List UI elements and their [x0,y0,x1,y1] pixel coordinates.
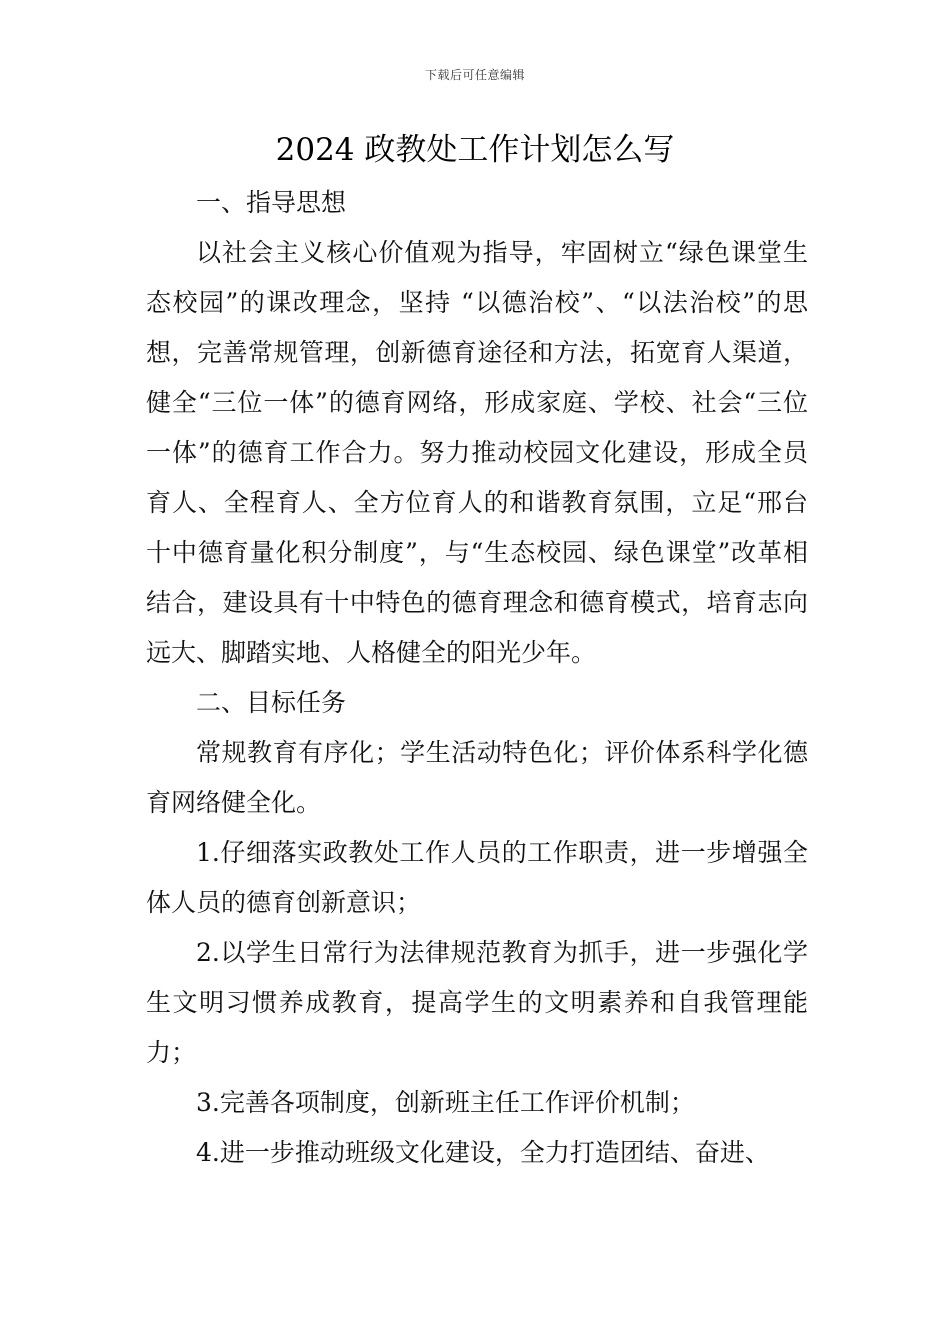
list-item-4: 4.进一步推动班级文化建设，全力打造团结、奋进、 [196,1138,770,1167]
document-title: 2024 政教处工作计划怎么写 [275,132,675,168]
paragraph-guiding-ideology: 以社会主义核心价值观为指导，牢固树立“绿色课堂生态校园”的课改理念，坚持 “以德治校”、“以法治校”的思想，完善常规管理，创新德育途径和方法，拓宽育人渠道，健全“三位一体”的德育网络，形成家庭、学校、社会“三位一体”的德育工作合力。努力推动校园文化建设，形成全员育人、全程育人、全方位育人的和谐教育氛围，立足“邢台十中德育量化积分制度”，与“生态校园、绿色课堂”改革相结合，建设具有十中特色的德育理念和德育模式，培育志向远大、脚踏实地、人格健全的阳光少年。 [146,238,808,667]
list-item-2: 2.以学生日常行为法律规范教育为抓手，进一步强化学生文明习惯养成教育，提高学生的文明素养和自我管理能力； [146,938,808,1067]
list-item-3: 3.完善各项制度，创新班主任工作评价机制； [196,1088,695,1117]
section-heading-guiding-ideology: 一、指导思想 [196,188,347,217]
list-item-1: 1.仔细落实政教处工作人员的工作职责，进一步增强全体人员的德育创新意识； [146,838,808,917]
header-note: 下载后可任意编辑 [424,68,525,82]
paragraph-goals-summary: 常规教育有序化；学生活动特色化；评价体系科学化德育网络健全化。 [146,738,808,817]
document-body [146,178,808,1178]
section-heading-goals-tasks: 二、目标任务 [196,688,347,717]
